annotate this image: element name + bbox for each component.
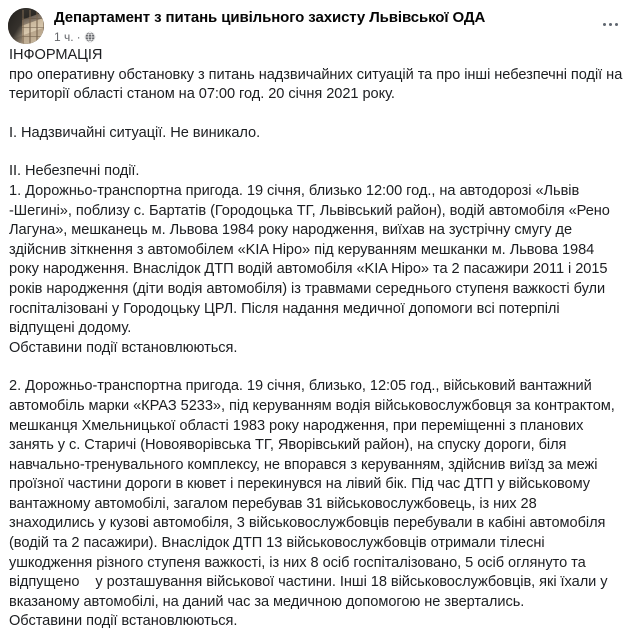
globe-icon[interactable]: [84, 31, 96, 43]
post-header-text: [54, 7, 485, 44]
post-meta: [54, 30, 485, 44]
incident-1-text: 1. Дорожньо-транспортна пригода. 19 січня, близько 12:00 год., на автодорозі «Львів -Шегині», поблизу с. Бартатів (Городоцька ТГ, Львівський район), водій автомобіля «Рено Лагуна», мешканець м. Львова 1984 року народження, виїхав на зустрічну смугу де здійснив зіткнення з автомобілем «KIA Hipo» під керуванням мешканки м. Львова 1984 року народження. Внаслідок ДТП водій автомобіля «KIA Hipo» та 2 пасажири 2011 і 2015 років народження (діти водія автомобіля) із травмами середнього ступеня важкості були госпіталізовані у Городоцьку ЦРЛ. Після надання медичної допомоги всі потерпілі відпущені додому.: [9, 182, 614, 337]
incident-1-footer: Обставини події встановлюються.: [9, 339, 238, 356]
post-header: [0, 0, 633, 46]
section-dangerous-events-title: II. Небезпечні події.: [9, 163, 140, 180]
meta-separator: ·: [76, 30, 81, 44]
post-body: [0, 46, 633, 632]
avatar-photo-shadow: [8, 8, 22, 44]
avatar[interactable]: [8, 8, 44, 44]
paragraph-gap: [9, 143, 625, 162]
ellipsis-dot: [609, 23, 612, 26]
incident-2-text: 2. Дорожньо-транспортна пригода. 19 січня, близько, 12:05 год., військовий вантажний автомобіль марки «КРАЗ 5233», під керуванням водія військовослужбовця за контрактом, мешканця Хмельницької області 1983 року народження, при переміщенні з планових занять у с. Старичі (Новояворівська ТГ, Яворівський район), на спуску дороги, біля навчально-тренувального комплексу, не впорався з керуванням, здійснив виїзд за межі проїзної частини дороги в кювет і перекинувся на лівий бік. Під час ДТП у військовому вантажному автомобілі, загалом перебував 31 військовослужбовець, із них 28 знаходились у кузові автомобіля, 3 військовослужбовців перебували в кабіні автомобіля (водій та 2 пасажири). Внаслідок ДТП 13 військовослужбовців отримали тілесні ушкодження різного ступеня важкості, із них 8 осіб госпіталізовано, 5 осіб оглянуто та відпущено у розташування військової частини. Інші 18 військовослужбовців, які їхали у вказаному автомобілі, на даний час за медичною допомогою не звертались.: [9, 378, 619, 610]
ellipsis-dot: [615, 23, 618, 26]
incident-2-footer: Обставини події встановлюються.: [9, 613, 238, 630]
content-subheading: про оперативну обстановку з питань надзвичайних ситуацій та про інші небезпечні події на території області станом на 07:00 год. 20 січня 2021 року.: [9, 66, 627, 103]
content-heading: ІНФОРМАЦІЯ: [9, 47, 103, 63]
ellipsis-dot: [603, 23, 606, 26]
avatar-photo-building: [22, 10, 44, 44]
post-options-button[interactable]: [595, 13, 625, 35]
paragraph-gap: [9, 105, 625, 124]
post-timestamp[interactable]: 1 ч.: [54, 30, 74, 44]
section-emergencies: I. Надзвичайні ситуації. Не виникало.: [9, 124, 261, 141]
paragraph-gap: [9, 358, 625, 377]
page-name[interactable]: Департамент з питань цивільного захисту Львівської ОДА: [54, 9, 486, 26]
